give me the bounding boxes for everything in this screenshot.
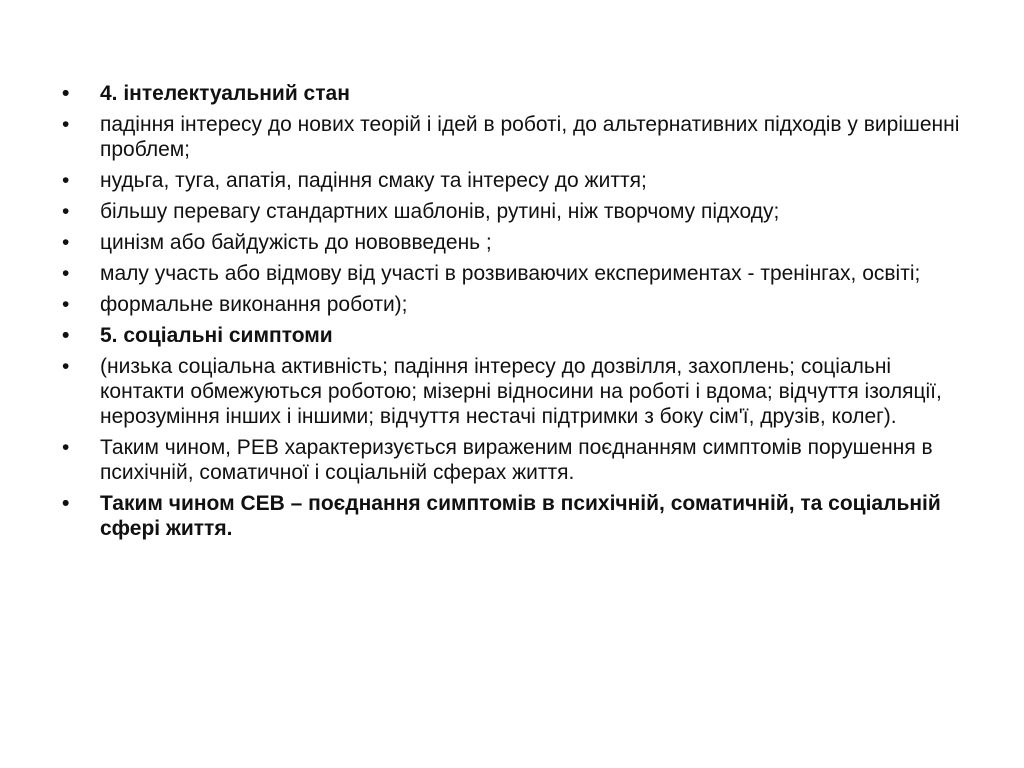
- bullet-item: [62, 354, 968, 429]
- bullet-text: Таким чином, РЕВ характеризується вираженим поєднанням симптомів порушення в психічній, соматичної і соціальній сферах життя.: [100, 436, 933, 484]
- bullet-text: більшу перевагу стандартних шаблонів, рутині, ніж творчому підходу;: [100, 200, 780, 223]
- bullet-text: цинізм або байдужість до нововведень ;: [100, 231, 492, 254]
- bullet-icon: •: [62, 113, 70, 136]
- bullet-icon: •: [62, 324, 70, 347]
- bullet-item: [62, 168, 968, 193]
- bullet-icon: •: [62, 231, 70, 254]
- bullet-item: [62, 112, 968, 162]
- bullet-list: [62, 81, 968, 547]
- bullet-icon: •: [62, 262, 70, 285]
- bullet-icon: •: [62, 200, 70, 223]
- bullet-text: падіння інтересу до нових теорій і ідей в роботі, до альтернативних підходів у вирішенні проблем;: [100, 113, 960, 161]
- bullet-item: [62, 261, 968, 286]
- bullet-item: [62, 230, 968, 255]
- bullet-text: формальне виконання роботи);: [100, 293, 408, 316]
- bullet-item: [62, 435, 968, 485]
- bullet-icon: •: [62, 492, 70, 515]
- bullet-icon: •: [62, 169, 70, 192]
- bullet-text: малу участь або відмову від участі в розвиваючих експериментах - тренінгах, освіті;: [100, 262, 921, 285]
- bullet-icon: •: [62, 436, 70, 459]
- bullet-icon: •: [62, 82, 70, 105]
- bullet-item: [62, 199, 968, 224]
- bullet-text: 4. інтелектуальний стан: [100, 82, 350, 105]
- bullet-text: 5. соціальні симптоми: [100, 324, 333, 347]
- bullet-item-intellectual-heading: [62, 81, 968, 106]
- bullet-item-social-heading: [62, 323, 968, 348]
- bullet-text: Таким чином СЕВ – поєднання симптомів в психічній, соматичній, та соціальній сфері життя.: [100, 492, 941, 540]
- bullet-icon: •: [62, 293, 70, 316]
- bullet-item: [62, 292, 968, 317]
- bullet-item-summary: [62, 491, 968, 541]
- bullet-icon: •: [62, 355, 70, 378]
- bullet-text: нудьга, туга, апатія, падіння смаку та інтересу до життя;: [100, 169, 647, 192]
- bullet-text: (низька соціальна активність; падіння інтересу до дозвілля, захоплень; соціальні контакти обмежуються роботою; мізерні відносини на роботі і вдома; відчуття ізоляції, нерозуміння інших і іншими; відчуття нестачі підтримки з боку сім'ї, друзів, колег).: [100, 355, 942, 428]
